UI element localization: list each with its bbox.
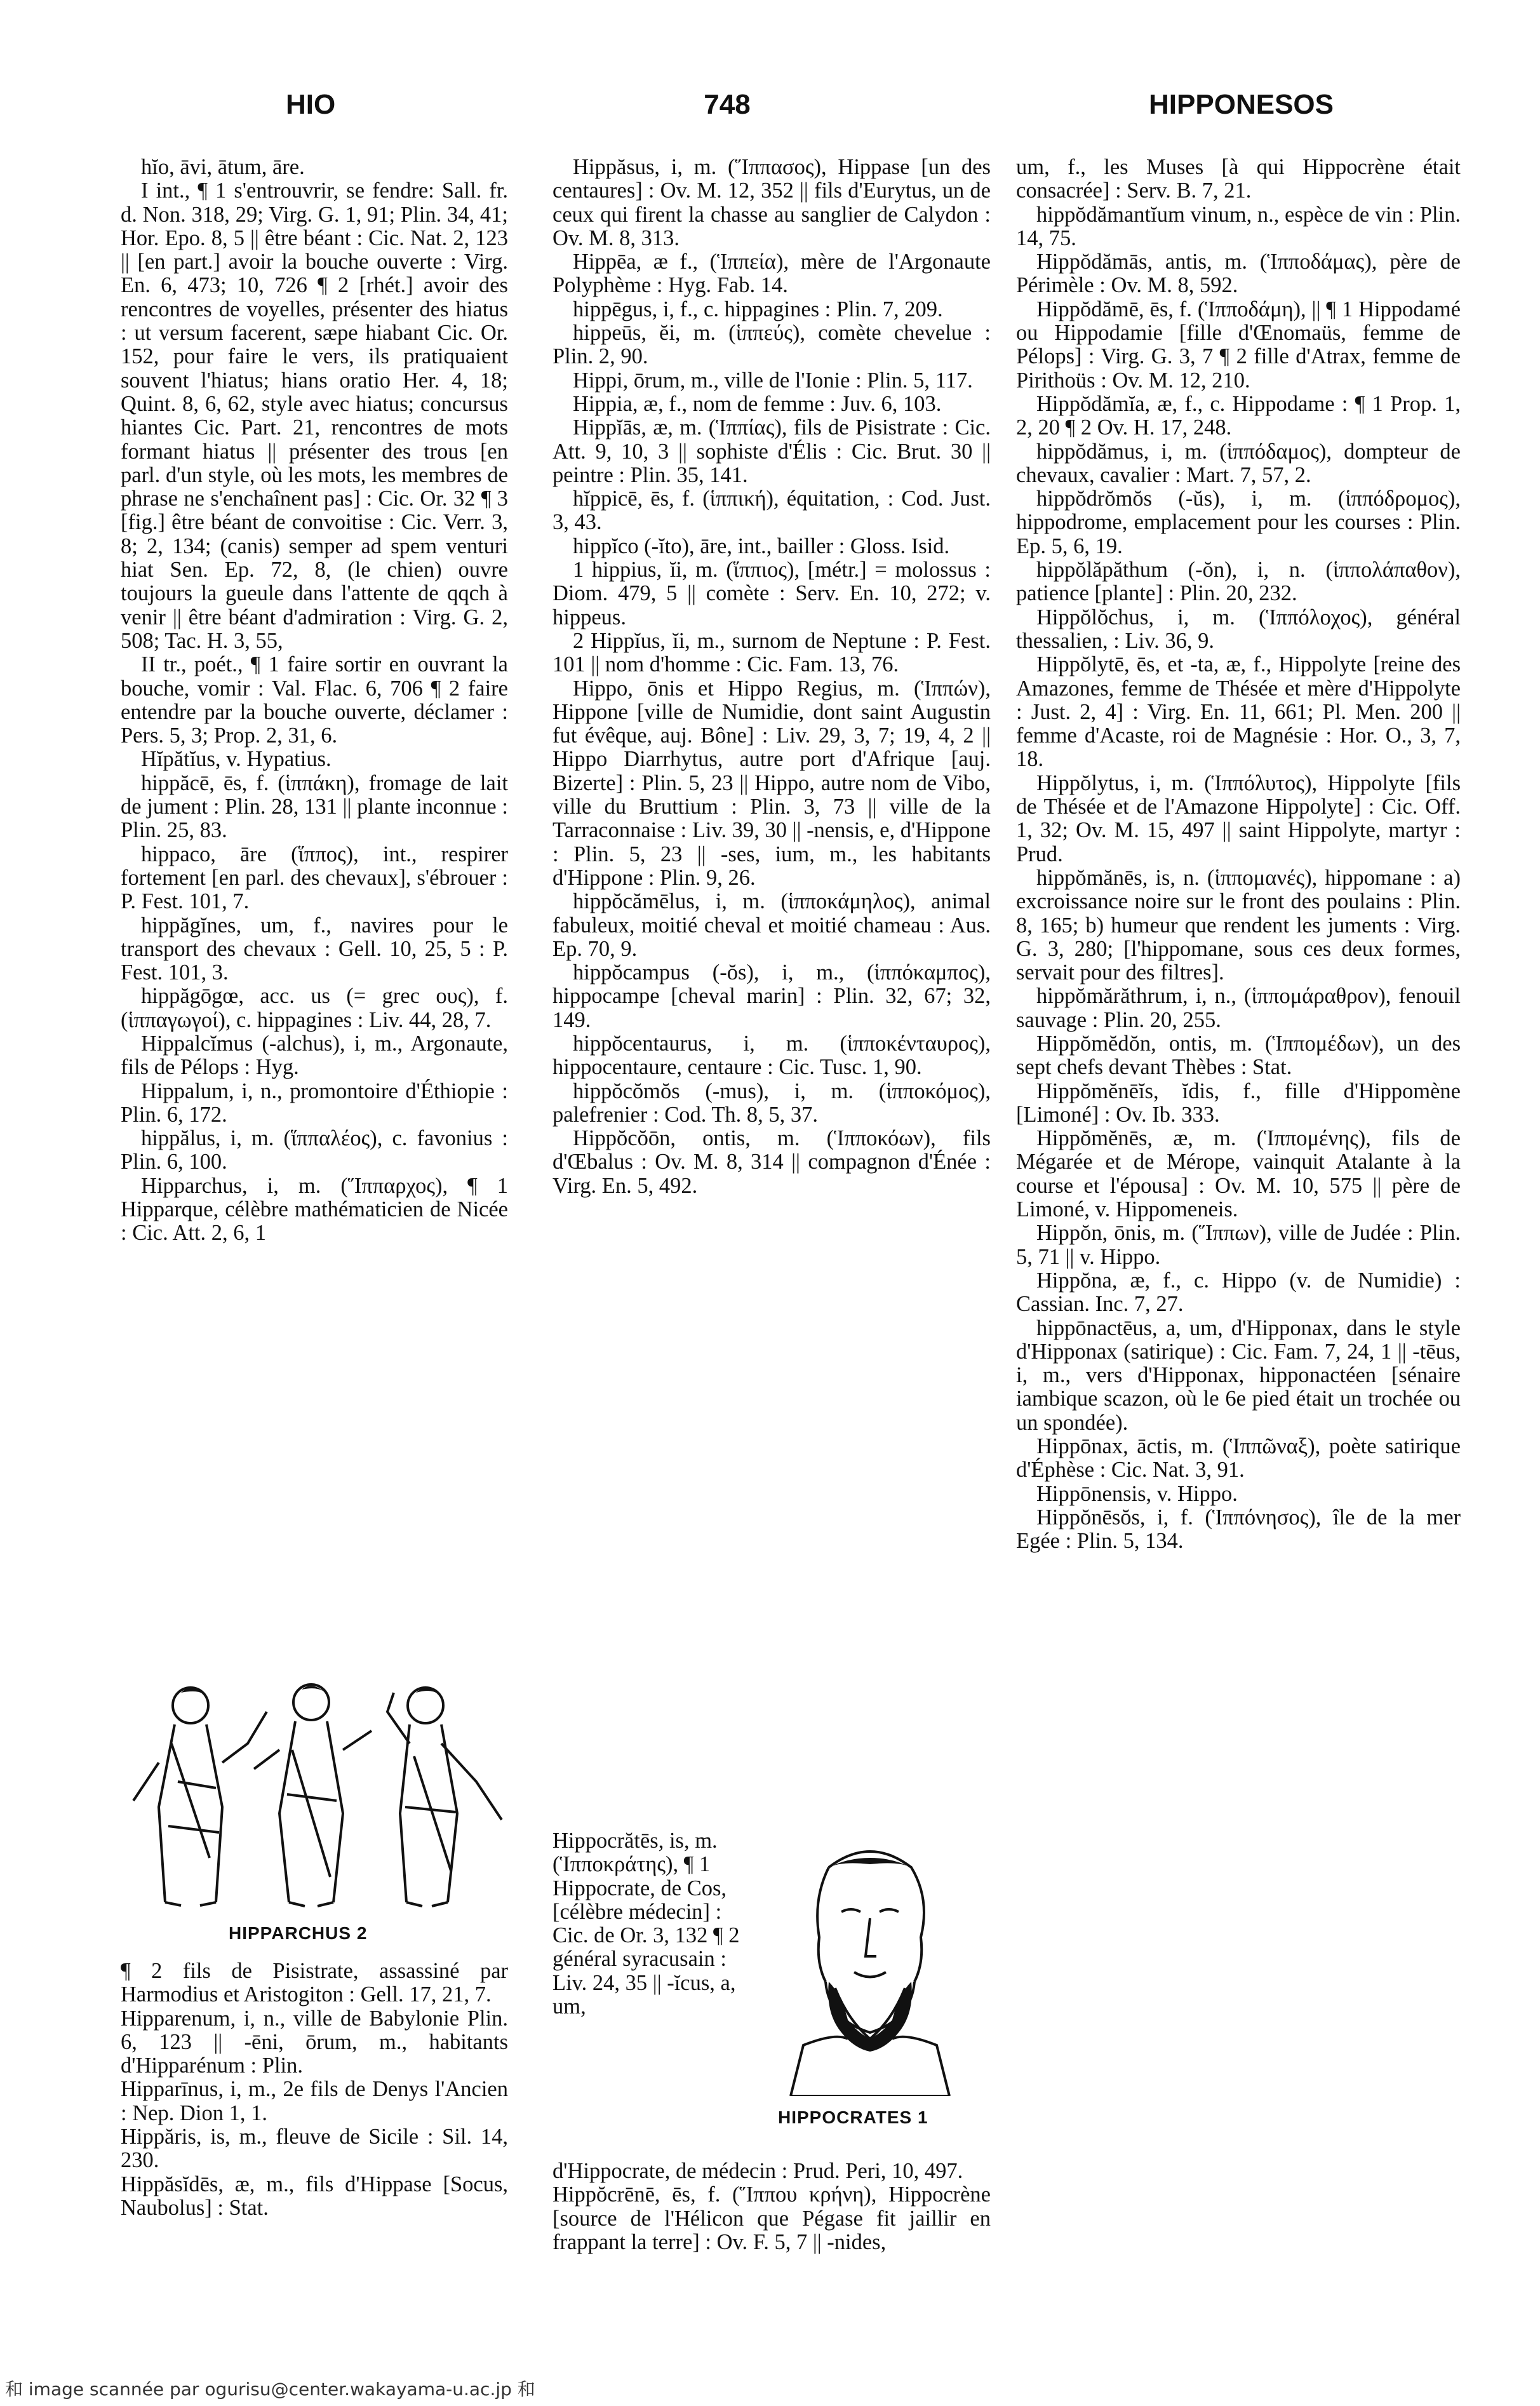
entry: Hipparīnus, i, m., 2e fils de Denys l'Ancien : Nep. Dion 1, 1. (121, 2077, 508, 2125)
entry: Hippo, ōnis et Hippo Regius, m. (Ἱππών), Hippone [ville de Numidie, dont saint Augustin fut évêque, auj. Bône] : Liv. 29, 3, 7; 19, 4, 2 || Hippo Diarrhytus, autre port d'Afrique [auj. Bizerte] : Plin. 5, 23 || Hippo, autre nom de Vibo, ville du Bruttium : Plin. 3, 73 || ville de la Tarraconnaise : Liv. 39, 30 || -nensis, e, d'Hippone : Plin. 5, 23 || -ses, ium, m., les habitants d'Hippone : Plin. 9, 26. (552, 676, 991, 890)
entry: Hippŏna, æ, f., c. Hippo (v. de Numidie) : Cassian. Inc. 7, 27. (1016, 1268, 1461, 1317)
entry: hippŏdămantĭum vinum, n., espèce de vin : Plin. 14, 75. (1016, 202, 1461, 250)
entry: Hippŏlytus, i, m. (Ἱππόλυτος), Hippolyte [fils de Thésée et de l'Amazone Hippolyte] : Cic. Off. 1, 32; Ov. M. 15, 497 || saint Hippolyte, martyr : Prud. (1016, 770, 1461, 866)
scan-credit-footer (0, 2368, 1540, 2406)
hippocrates-caption: HIPPOCRATES 1 (778, 2107, 928, 2127)
entry: Hippalcĭmus (-alchus), i, m., Argonaute, fils de Pélops : Hyg. (121, 1031, 508, 1080)
entry: hippŏmărăthrum, i, n., (ἱππομάραθρον), fenouil sauvage : Plin. 20, 255. (1016, 984, 1461, 1032)
entry: Hippŏnēsŏs, i, f. (Ἱππόνησος), île de la mer Egée : Plin. 5, 134. (1016, 1505, 1461, 1554)
hippocrates-illustration (753, 1829, 988, 2096)
page-number: 748 (704, 89, 751, 120)
entry: hippăgōgœ, acc. us (= grec ους), f. (ἱππαγωγοί), c. hippagines : Liv. 44, 28, 7. (121, 984, 508, 1032)
page-header (121, 89, 1334, 133)
entry: II tr., poét., ¶ 1 faire sortir en ouvrant la bouche, vomir : Val. Flac. 6, 706 ¶ 2 faire entendre par la bouche ouverte, déclamer : Pers. 5, 3; Prop. 2, 31, 6. (121, 652, 508, 748)
entry: Hippŏcrēnē, ēs, f. (Ἵππου κρήνη), Hippocrène [source de l'Hélicon que Pégase fit jaillir en frappant la terre] : Ov. F. 5, 7 || -nides, (552, 2182, 991, 2254)
entry: hippăcē, ēs, f. (ἱππάκη), fromage de lait de jument : Plin. 28, 131 || plante inconnue : Plin. 25, 83. (121, 770, 508, 843)
entry: hippŏcentaurus, i, m. (ἱπποκένταυρος), hippocentaure, centaure : Cic. Tusc. 1, 90. (552, 1031, 991, 1080)
entry: hippŏcămēlus, i, m. (ἱπποκάμηλος), animal fabuleux, moitié cheval et moitié chameau : Aus. Ep. 70, 9. (552, 889, 991, 961)
column-3 (1016, 156, 1461, 1554)
scan-credit-text: 和 image scannée par ogurisu@center.wakayama-u.ac.jp 和 (5, 2379, 535, 2400)
entry: Hippŏn, ōnis, m. (Ἵππων), ville de Judée : Plin. 5, 71 || v. Hippo. (1016, 1221, 1461, 1269)
entry: Hippŏdămĭa, æ, f., c. Hippodame : ¶ 1 Prop. 1, 2, 20 ¶ 2 Ov. H. 17, 248. (1016, 391, 1461, 440)
entry: ¶ 2 fils de Pisistrate, assassiné par Harmodius et Aristogiton : Gell. 17, 21, 7. (121, 1959, 508, 2007)
entry: Hipparchus, i, m. (Ἵππαρχος), ¶ 1 Hipparque, célèbre mathématicien de Nicée : Cic. Att. 2, 6, 1 (121, 1173, 508, 1246)
entry: hippeūs, ĕi, m. (ἱππεύς), comète chevelue : Plin. 2, 90. (552, 321, 991, 369)
entry: hippĭco (-ĭto), āre, int., bailler : Gloss. Isid. (573, 534, 950, 558)
entry: I int., ¶ 1 s'entrouvrir, se fendre: Sall. fr. d. Non. 318, 29; Virg. G. 1, 91; Plin. 34, 41; Hor. Epo. 8, 5 || être béant : Cic. Nat. 2, 123 || [en part.] avoir la bouche ouverte : Virg. En. 6, 473; 10, 726 ¶ 2 [rhét.] avoir des rencontres de voyelles, présenter des hiatus : ut versum facerent, sæpe hiabant Cic. Or. 152, pour faire le vers, ils pratiquaient souvent l'hiatus; hians oratio Her. 4, 18; Quint. 8, 6, 62, style avec hiatus; concursus hiantes Cic. Part. 21, rencontres de mots formant hiatus || présenter des trous [en parl. d'un style, où les mots, les membres de phrase ne s'enchaînent pas] : Cic. Or. 32 ¶ 3 [fig.] être béant de convoitise : Cic. Verr. 3, 8; 2, 134; (canis) semper ad spem venturi hiat Sen. Ep. 72, 8, (le chien) ouvre toujours la gueule dans l'attente de qqch à venir || être béant d'admiration : Virg. G. 2, 508; Tac. H. 3, 55, (121, 178, 508, 653)
entry: hĭppicē, ēs, f. (ἱππική), équitation, : Cod. Just. 3, 43. (552, 487, 991, 535)
entry: hippălus, i, m. (ἵππαλέος), c. favonius : Plin. 6, 100. (121, 1126, 508, 1174)
entry: Hippăris, is, m., fleuve de Sicile : Sil. 14, 230. (121, 2125, 508, 2173)
entry: hippŏcŏmŏs (-mus), i, m. (ἱπποκόμος), palefrenier : Cod. Th. 8, 5, 37. (552, 1079, 991, 1127)
entry: um, f., les Muses [à qui Hippocrène était consacrée] : Serv. B. 7, 21. (1016, 155, 1461, 203)
entry: Hippōnax, āctis, m. (Ἱππῶναξ), poète satirique d'Éphèse : Cic. Nat. 3, 91. (1016, 1434, 1461, 1482)
entry: hippōnactēus, a, um, d'Hipponax, dans le style d'Hipponax (satirique) : Cic. Fam. 7, 24, 1 || -tēus, i, m., vers d'Hipponax, hipponactéen [sénaire iambique scazon, où le 6e pied était un trochée ou un spondée). (1016, 1315, 1461, 1435)
entry: Hippōnensis, v. Hippo. (1036, 1481, 1238, 1506)
entry: 1 hippius, ĭi, m. (ἵππιος), [métr.] = molossus : Diom. 479, 5 || comète : Serv. En. 10, 272; v. hippeus. (552, 558, 991, 629)
entry: 2 Hippĭus, ĭi, m., surnom de Neptune : P. Fest. 101 || nom d'homme : Cic. Fam. 13, 76. (552, 628, 991, 677)
entry-continuation: d'Hippocrate, de médecin : Prud. Peri, 10, 497. (552, 2159, 963, 2183)
entry: Hippi, ōrum, m., ville de l'Ionie : Plin. 5, 117. (573, 368, 973, 393)
entry: hippaco, āre (ἵππος), int., respirer fortement [en parl. des chevaux], s'ébrouer : P. Fest. 101, 7. (121, 842, 508, 914)
entry: hippēgus, i, f., c. hippagines : Plin. 7, 209. (573, 297, 943, 321)
entry: hippŏdămus, i, m. (ἱππόδαμος), dompteur de chevaux, cavalier : Mart. 7, 57, 2. (1016, 439, 1461, 487)
entry: Hippĭās, æ, m. (Ἱππίας), fils de Pisistrate : Cic. Att. 9, 10, 3 || sophiste d'Élis : Cic. Brut. 30 || peintre : Plin. 35, 141. (552, 415, 991, 487)
entry: Hippŏcŏōn, ontis, m. (Ἱπποκόων), fils d'Œbalus : Ov. M. 8, 314 || compagnon d'Énée : Virg. En. 5, 492. (552, 1126, 991, 1198)
entry: hippăgĭnes, um, f., navires pour le transport des chevaux : Gell. 10, 25, 5 : P. Fest. 101, 3. (121, 913, 508, 985)
entry: Hippăsus, i, m. (Ἵππασος), Hippase [un des centaures] : Ov. M. 12, 352 || fils d'Eurytus, un de ceux qui firent la chasse au sanglier de Calydon : Ov. M. 8, 313. (552, 155, 991, 250)
column-1-continued (121, 1959, 508, 2220)
entry: Hippŏlŏchus, i, m. (Ἱππόλοχος), général thessalien, : Liv. 36, 9. (1016, 605, 1461, 653)
entry: hippŏmănēs, is, n. (ἱππομανές), hippomane : a) excroissance noire sur le front des poulains : Plin. 8, 165; b) humeur que rendent les juments : Virg. G. 3, 280; [l'hippomane, sous ces deux formes, servait pour des filtres]. (1016, 865, 1461, 985)
entry: Hippŏmĕnēs, æ, m. (Ἱππομένης), fils de Mégarée et de Mérope, vainquit Atalante à la course et l'épousa] : Ov. M. 10, 575 || père de Limoné, v. Hippomeneis. (1016, 1126, 1461, 1222)
entry: Hippalum, i, n., promontoire d'Éthiopie : Plin. 6, 172. (121, 1079, 508, 1127)
entry: Hippia, æ, f., nom de femme : Juv. 6, 103. (573, 391, 942, 416)
entry: Hippŏmĕnēĭs, ĭdis, f., fille d'Hippomène [Limoné] : Ov. Ib. 333. (1016, 1079, 1461, 1127)
hipparchus-illustration (121, 1667, 508, 1915)
entry: hippŏlăpăthum (-ŏn), i, n. (ἱππολάπαθον), patience [plante] : Plin. 20, 232. (1016, 558, 1461, 606)
entry: Hippēa, æ f., (Ἱππεία), mère de l'Argonaute Polyphème : Hyg. Fab. 14. (552, 250, 991, 298)
entry: Hippŏdămās, antis, m. (Ἱπποδάμας), père de Périmèle : Ov. M. 8, 592. (1016, 250, 1461, 298)
entry: hĭo, āvi, ātum, āre. (141, 155, 305, 179)
left-guide-word: HIO (286, 89, 336, 120)
hipparchus-caption: HIPPARCHUS 2 (229, 1923, 368, 1943)
hippocrates-entry: Hippocrătēs, is, m. (Ἱπποκράτης), ¶ 1 Hippocrate, de Cos, [célèbre médecin] : Cic. de Or. 3, 132 ¶ 2 général syracusain : Liv. 24, 35 || -ĭcus, a, um, (552, 1829, 740, 2019)
entry: Hipparenum, i, n., ville de Babylonie Plin. 6, 123 || -ēni, ōrum, m., habitants d'Hipparénum : Plin. (121, 2006, 508, 2078)
entry: hippŏdrŏmŏs (-ŭs), i, m. (ἱππόδρομος), hippodrome, emplacement pour les courses : Plin. Ep. 5, 6, 19. (1016, 487, 1461, 558)
column-2-continued (552, 2160, 991, 2254)
entry: Hippŏlytē, ēs, et -ta, æ, f., Hippolyte [reine des Amazones, femme de Thésée et mère d'Hippolyte : Just. 2, 4] : Virg. En. 11, 661; Pl. Men. 200 || femme d'Acaste, roi de Magnésie : Hor. O., 3, 7, 18. (1016, 652, 1461, 772)
column-1 (121, 156, 508, 1246)
column-2 (552, 156, 991, 1198)
right-guide-word: HIPPONESOS (1149, 89, 1334, 120)
entry: Hippŏdămē, ēs, f. (Ἱπποδάμη), || ¶ 1 Hippodamé ou Hippodamie [fille d'Œnomaüs, femme de Pélops] : Virg. G. 3, 7 ¶ 2 fille d'Atrax, femme de Pirithoüs : Ov. M. 12, 210. (1016, 297, 1461, 393)
entry: Hĭpătĭus, v. Hypatius. (141, 747, 331, 772)
entry: Hippŏmĕdŏn, ontis, m. (Ἱππομέδων), un des sept chefs devant Thèbes : Stat. (1016, 1031, 1461, 1080)
entry: Hippăsĭdēs, æ, m., fils d'Hippase [Socus, Naubolus] : Stat. (121, 2172, 508, 2220)
entry: hippŏcampus (-ŏs), i, m., (ἱππόκαμπος), hippocampe [cheval marin] : Plin. 32, 67; 32, 149. (552, 960, 991, 1032)
